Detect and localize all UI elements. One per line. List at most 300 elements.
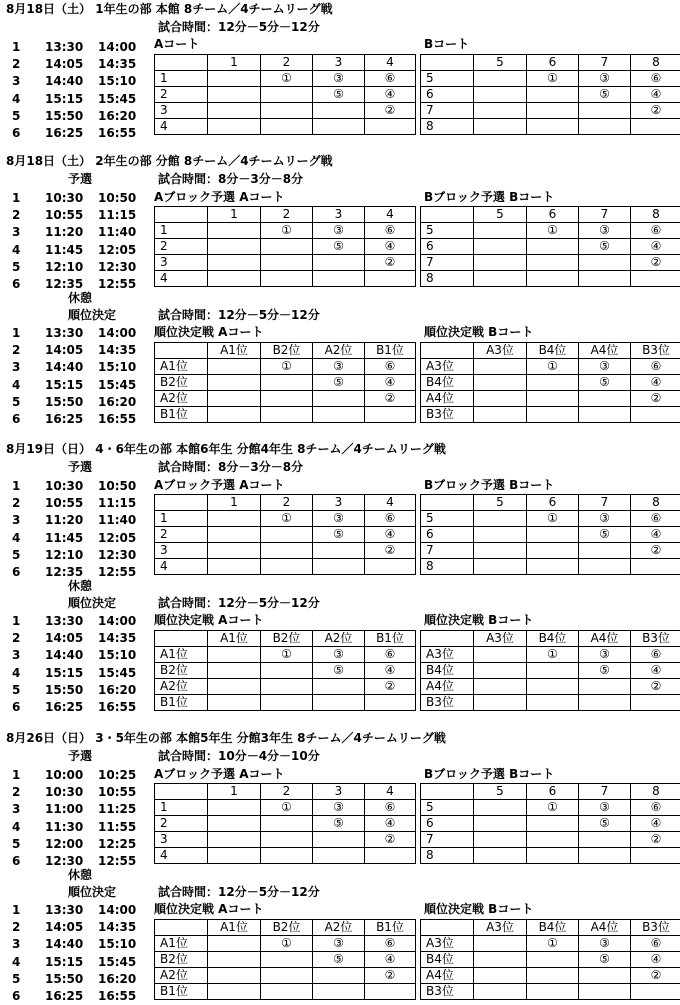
match-cell [208, 87, 261, 103]
match-time: 試合時間：8分－3分－8分 [158, 172, 304, 186]
end-time: 11:55 [98, 819, 137, 834]
team-cell: 1 [155, 71, 208, 87]
court-title: 順位決定戦 Bコート [424, 325, 534, 339]
match-cell: ③ [579, 800, 631, 816]
table-row [155, 984, 416, 1000]
match-cell [631, 559, 680, 575]
section-heading: 8月19日（日） 4・6年生の部 本館6年生 分館4年生 8チーム／4チームリーグ戦 [6, 442, 446, 456]
column-header-cell: 2 [261, 207, 313, 223]
match-cell [208, 103, 261, 119]
team-cell: A1位 [155, 647, 208, 663]
match-cell [579, 559, 631, 575]
team-cell: A3位 [421, 936, 474, 952]
match-cell: ④ [365, 952, 416, 968]
match-cell: ③ [579, 936, 631, 952]
match-number: 5 [12, 836, 21, 851]
table-row [155, 968, 416, 984]
match-number: 5 [12, 971, 21, 986]
match-cell: ① [527, 359, 579, 375]
column-header-cell: A3位 [474, 920, 527, 936]
match-cell: ⑥ [365, 71, 416, 87]
column-header-cell [421, 495, 474, 511]
match-cell [474, 119, 527, 135]
column-header-cell: 8 [631, 207, 680, 223]
table-row [155, 543, 416, 559]
match-cell [527, 559, 579, 575]
court-title: 順位決定戦 Bコート [424, 902, 534, 916]
column-header-cell: 3 [313, 55, 365, 71]
table-row [155, 223, 416, 239]
column-header-cell [155, 207, 208, 223]
team-cell: A3位 [421, 647, 474, 663]
match-cell [313, 679, 365, 695]
league-table [154, 919, 416, 1000]
start-time: 12:10 [45, 547, 84, 562]
match-cell [474, 527, 527, 543]
match-cell [261, 543, 313, 559]
start-time: 15:50 [45, 394, 84, 409]
match-number: 6 [12, 854, 21, 868]
match-cell: ⑥ [365, 511, 416, 527]
court-title: Aブロック予選 Aコート [154, 767, 285, 781]
start-time: 16:25 [45, 989, 84, 1003]
end-time: 15:10 [98, 74, 137, 89]
table-row [155, 103, 416, 119]
match-cell [313, 695, 365, 711]
stage-label: 順位決定 [68, 308, 117, 322]
column-header-cell: B3位 [631, 920, 680, 936]
match-cell [261, 559, 313, 575]
table-row [155, 832, 416, 848]
match-cell: ① [527, 71, 579, 87]
table-row [421, 936, 680, 952]
match-cell: ⑤ [579, 239, 631, 255]
start-time: 13:30 [45, 40, 84, 54]
team-cell: A2位 [155, 391, 208, 407]
match-cell [261, 375, 313, 391]
match-number: 1 [12, 191, 21, 205]
table-row [421, 103, 680, 119]
team-cell: B1位 [155, 695, 208, 711]
table-row [155, 255, 416, 271]
team-cell: 4 [155, 559, 208, 575]
team-cell: 8 [421, 559, 474, 575]
team-cell: 5 [421, 223, 474, 239]
table-header-row [155, 784, 416, 800]
column-header-cell: A1位 [208, 343, 261, 359]
match-cell: ① [527, 800, 579, 816]
match-cell [474, 984, 527, 1000]
match-cell [208, 375, 261, 391]
match-cell: ⑥ [365, 800, 416, 816]
match-cell: ④ [365, 375, 416, 391]
table-row [155, 391, 416, 407]
end-time: 14:35 [98, 343, 137, 358]
start-time: 14:05 [45, 631, 84, 646]
match-cell [631, 984, 680, 1000]
team-cell: B2位 [155, 375, 208, 391]
end-time: 16:55 [98, 412, 137, 426]
match-cell: ⑤ [313, 375, 365, 391]
match-cell: ④ [631, 375, 680, 391]
column-header-cell: 6 [527, 207, 579, 223]
match-cell [474, 559, 527, 575]
table-row [155, 695, 416, 711]
match-number: 3 [12, 802, 21, 817]
end-time: 15:10 [98, 937, 137, 952]
match-cell [208, 527, 261, 543]
start-time: 15:50 [45, 682, 84, 697]
match-cell: ① [261, 71, 313, 87]
league-table [154, 630, 416, 711]
end-time: 15:10 [98, 360, 137, 375]
match-cell: ④ [631, 663, 680, 679]
match-cell [527, 103, 579, 119]
match-cell: ③ [579, 223, 631, 239]
end-time: 14:00 [98, 614, 137, 628]
match-cell: ⑤ [313, 952, 365, 968]
match-number: 2 [12, 208, 21, 223]
table-row [421, 359, 680, 375]
match-cell [208, 511, 261, 527]
match-cell: ② [365, 255, 416, 271]
match-cell [579, 271, 631, 287]
match-number: 3 [12, 937, 21, 952]
match-cell: ① [261, 936, 313, 952]
match-cell: ⑤ [313, 527, 365, 543]
league-table [420, 206, 680, 287]
match-cell [208, 952, 261, 968]
table-row [155, 87, 416, 103]
match-cell [527, 663, 579, 679]
match-cell [474, 952, 527, 968]
match-cell [261, 119, 313, 135]
table-row [421, 87, 680, 103]
table-row [421, 695, 680, 711]
end-time: 12:25 [98, 836, 137, 851]
end-time: 11:40 [98, 513, 137, 528]
match-cell: ① [261, 223, 313, 239]
match-cell [474, 359, 527, 375]
column-header-cell: B4位 [527, 631, 579, 647]
match-cell [579, 391, 631, 407]
column-header-cell: 1 [208, 55, 261, 71]
table-row [155, 375, 416, 391]
start-time: 10:30 [45, 785, 84, 800]
break-label: 休憩 [68, 868, 93, 882]
court-title: 順位決定戦 Bコート [424, 613, 534, 627]
end-time: 10:50 [98, 479, 137, 493]
match-cell [208, 936, 261, 952]
match-cell: ⑤ [579, 527, 631, 543]
match-cell [208, 663, 261, 679]
match-cell [313, 407, 365, 423]
table-header-row [155, 631, 416, 647]
column-header-cell: 4 [365, 207, 416, 223]
match-cell [631, 119, 680, 135]
match-cell: ④ [631, 816, 680, 832]
match-cell [474, 239, 527, 255]
column-header-cell: 5 [474, 495, 527, 511]
match-number: 6 [12, 565, 21, 579]
match-cell [631, 695, 680, 711]
stage-label: 順位決定 [68, 596, 117, 610]
match-cell [474, 832, 527, 848]
match-cell [208, 239, 261, 255]
team-cell: 3 [155, 832, 208, 848]
match-cell: ④ [365, 239, 416, 255]
section-heading: 8月18日（土） 2年生の部 分館 8チーム／4チームリーグ戦 [6, 154, 333, 168]
match-cell [579, 848, 631, 864]
match-cell [474, 968, 527, 984]
court-title: 順位決定戦 Aコート [154, 613, 264, 627]
team-cell: B3位 [421, 984, 474, 1000]
match-cell [313, 559, 365, 575]
match-cell [527, 679, 579, 695]
team-cell: 4 [155, 119, 208, 135]
table-row [155, 407, 416, 423]
start-time: 14:40 [45, 74, 84, 89]
match-number: 5 [12, 259, 21, 274]
team-cell: 2 [155, 816, 208, 832]
match-number: 4 [12, 819, 21, 834]
match-cell: ② [365, 679, 416, 695]
match-cell [527, 543, 579, 559]
table-row [155, 239, 416, 255]
match-cell [579, 407, 631, 423]
match-cell [527, 952, 579, 968]
match-cell [631, 848, 680, 864]
team-cell: B3位 [421, 695, 474, 711]
match-cell [261, 407, 313, 423]
match-cell: ③ [579, 359, 631, 375]
match-cell [208, 800, 261, 816]
column-header-cell: 3 [313, 495, 365, 511]
match-time: 試合時間：12分－5分－12分 [158, 20, 320, 34]
end-time: 15:10 [98, 648, 137, 663]
court-title: Aブロック予選 Aコート [154, 478, 285, 492]
column-header-cell: B2位 [261, 343, 313, 359]
match-cell: ⑤ [313, 816, 365, 832]
match-cell [365, 559, 416, 575]
stage-label: 予選 [68, 749, 93, 763]
start-time: 15:50 [45, 108, 84, 123]
table-row [155, 271, 416, 287]
section-heading: 8月18日（土） 1年生の部 本館 8チーム／4チームリーグ戦 [6, 2, 333, 16]
table-row [155, 936, 416, 952]
match-cell [474, 87, 527, 103]
match-cell [261, 255, 313, 271]
team-cell: 8 [421, 119, 474, 135]
match-cell [474, 255, 527, 271]
league-table [154, 342, 416, 423]
match-cell: ⑥ [631, 223, 680, 239]
end-time: 14:35 [98, 631, 137, 646]
start-time: 13:30 [45, 614, 84, 628]
start-time: 12:30 [45, 854, 84, 868]
column-header-cell: 2 [261, 784, 313, 800]
table-row [421, 223, 680, 239]
match-time: 試合時間：12分－5分－12分 [158, 308, 320, 322]
match-cell [261, 952, 313, 968]
end-time: 16:55 [98, 989, 137, 1003]
match-cell [527, 407, 579, 423]
table-row [421, 984, 680, 1000]
table-row [421, 71, 680, 87]
match-cell: ① [527, 223, 579, 239]
team-cell: 1 [155, 511, 208, 527]
end-time: 15:45 [98, 91, 137, 106]
team-cell: B1位 [155, 407, 208, 423]
match-cell: ③ [313, 359, 365, 375]
match-cell [474, 679, 527, 695]
start-time: 14:40 [45, 360, 84, 375]
match-number: 6 [12, 126, 21, 140]
table-header-row [421, 343, 680, 359]
court-title: Bコート [424, 37, 470, 51]
match-cell: ⑥ [631, 800, 680, 816]
end-time: 11:40 [98, 225, 137, 240]
column-header-cell: 6 [527, 55, 579, 71]
team-cell: B4位 [421, 952, 474, 968]
column-header-cell: B2位 [261, 920, 313, 936]
league-table [420, 919, 680, 1000]
match-cell: ⑥ [631, 511, 680, 527]
match-cell: ① [261, 647, 313, 663]
match-number: 4 [12, 91, 21, 106]
column-header-cell: B1位 [365, 920, 416, 936]
column-header-cell: 1 [208, 495, 261, 511]
match-cell [527, 968, 579, 984]
column-header-cell [155, 55, 208, 71]
table-row [155, 71, 416, 87]
table-row [421, 832, 680, 848]
end-time: 15:45 [98, 377, 137, 392]
match-cell [365, 119, 416, 135]
table-header-row [421, 207, 680, 223]
match-time: 試合時間：12分－5分－12分 [158, 596, 320, 610]
match-cell [365, 407, 416, 423]
match-cell [208, 832, 261, 848]
table-row [421, 271, 680, 287]
match-cell: ⑥ [631, 936, 680, 952]
match-cell [579, 103, 631, 119]
match-cell [261, 832, 313, 848]
match-cell [527, 391, 579, 407]
match-cell [261, 527, 313, 543]
team-cell: 4 [155, 848, 208, 864]
match-cell [527, 119, 579, 135]
league-table [420, 630, 680, 711]
column-header-cell: 2 [261, 55, 313, 71]
league-table [154, 206, 416, 287]
team-cell: B4位 [421, 375, 474, 391]
match-cell [474, 407, 527, 423]
table-row [421, 391, 680, 407]
table-row [155, 952, 416, 968]
league-table [154, 783, 416, 864]
table-row [155, 511, 416, 527]
end-time: 16:20 [98, 971, 137, 986]
match-cell [313, 271, 365, 287]
match-cell: ① [261, 800, 313, 816]
team-cell: B2位 [155, 663, 208, 679]
column-header-cell: 8 [631, 495, 680, 511]
match-cell [527, 848, 579, 864]
column-header-cell [421, 631, 474, 647]
table-row [155, 527, 416, 543]
court-title: 順位決定戦 Aコート [154, 902, 264, 916]
column-header-cell: A4位 [579, 920, 631, 936]
match-cell: ⑥ [365, 647, 416, 663]
match-cell: ② [365, 391, 416, 407]
match-number: 6 [12, 277, 21, 291]
match-cell [313, 968, 365, 984]
column-header-cell: A3位 [474, 631, 527, 647]
match-cell: ⑤ [579, 87, 631, 103]
match-cell [474, 543, 527, 559]
match-cell [579, 255, 631, 271]
table-row [155, 816, 416, 832]
column-header-cell: 3 [313, 784, 365, 800]
column-header-cell: 5 [474, 207, 527, 223]
column-header-cell [155, 784, 208, 800]
match-cell [365, 271, 416, 287]
table-row [421, 663, 680, 679]
match-cell [208, 816, 261, 832]
match-cell [579, 984, 631, 1000]
table-header-row [155, 55, 416, 71]
team-cell: 5 [421, 800, 474, 816]
start-time: 15:50 [45, 971, 84, 986]
column-header-cell: A4位 [579, 343, 631, 359]
column-header-cell: 3 [313, 207, 365, 223]
match-cell: ⑤ [313, 239, 365, 255]
match-cell: ④ [631, 239, 680, 255]
match-cell [474, 936, 527, 952]
match-cell: ② [631, 391, 680, 407]
match-cell: ⑥ [631, 359, 680, 375]
league-table [154, 54, 416, 135]
match-cell [261, 984, 313, 1000]
table-row [421, 800, 680, 816]
match-cell: ③ [579, 71, 631, 87]
league-table [154, 494, 416, 575]
match-cell [474, 511, 527, 527]
team-cell: 4 [155, 271, 208, 287]
end-time: 12:05 [98, 530, 137, 545]
start-time: 11:45 [45, 530, 84, 545]
column-header-cell: A2位 [313, 343, 365, 359]
match-cell: ④ [631, 952, 680, 968]
match-number: 2 [12, 920, 21, 935]
match-cell [527, 984, 579, 1000]
match-cell [208, 71, 261, 87]
league-table [420, 342, 680, 423]
match-cell [474, 663, 527, 679]
match-cell [261, 816, 313, 832]
column-header-cell: B2位 [261, 631, 313, 647]
league-table [420, 783, 680, 864]
stage-label: 順位決定 [68, 885, 117, 899]
start-time: 11:45 [45, 242, 84, 257]
table-header-row [155, 207, 416, 223]
column-header-cell [155, 920, 208, 936]
column-header-cell: A2位 [313, 631, 365, 647]
match-cell: ④ [365, 816, 416, 832]
start-time: 14:40 [45, 937, 84, 952]
match-cell: ③ [313, 936, 365, 952]
